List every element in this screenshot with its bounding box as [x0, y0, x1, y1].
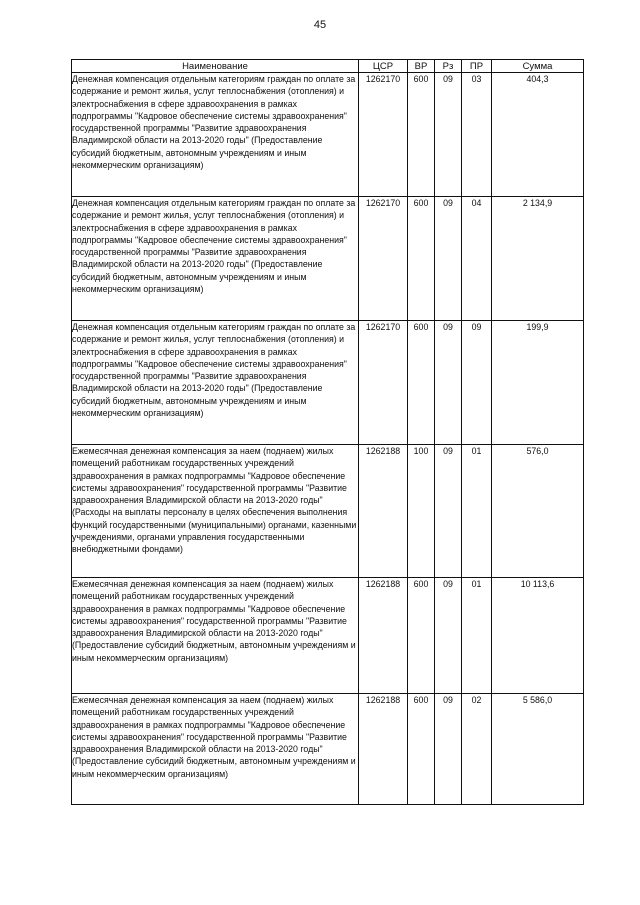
row-rz: 09 [435, 445, 462, 578]
row-name: Ежемесячная денежная компенсация за наем (поднаем) жилых помещений работникам государственных учреждений здравоохранения в рамках подпрограммы "Кадровое обеспечение системы здравоохранения" государственной программы "Развитие здравоохранения Владимирской области на 2013-2020 годы" (Предоставление субсидий бюджетным, автономным учреждениям и иным некоммерческим организациям) [72, 578, 359, 694]
row-sum: 576,0 [492, 445, 584, 578]
table-row [72, 321, 584, 445]
row-sum: 5 586,0 [492, 694, 584, 805]
table-row [72, 694, 584, 805]
row-sum: 199,9 [492, 321, 584, 445]
row-pr: 01 [462, 445, 492, 578]
row-vr: 600 [408, 197, 435, 321]
header-rz: Рз [435, 60, 462, 73]
row-pr: 04 [462, 197, 492, 321]
row-sum: 404,3 [492, 73, 584, 197]
row-vr: 600 [408, 578, 435, 694]
table-row [72, 578, 584, 694]
row-pr: 01 [462, 578, 492, 694]
row-csr: 1262188 [359, 578, 408, 694]
row-vr: 100 [408, 445, 435, 578]
row-vr: 600 [408, 694, 435, 805]
row-pr: 02 [462, 694, 492, 805]
row-rz: 09 [435, 578, 462, 694]
row-name: Денежная компенсация отдельным категориям граждан по оплате за содержание и ремонт жилья, услуг теплоснабжения (отопления) и электроснабжения в сфере здравоохранения в рамках подпрограммы "Кадровое обеспечение системы здравоохранения" государственной программы "Развитие здравоохранения Владимирской области на 2013-2020 годы" (Предоставление субсидий бюджетным, автономным учреждениям и иным некоммерческим организациям) [72, 321, 359, 445]
budget-table [71, 59, 584, 805]
row-sum: 10 113,6 [492, 578, 584, 694]
row-csr: 1262170 [359, 197, 408, 321]
row-csr: 1262188 [359, 445, 408, 578]
row-rz: 09 [435, 321, 462, 445]
row-name: Денежная компенсация отдельным категориям граждан по оплате за содержание и ремонт жилья, услуг теплоснабжения (отопления) и электроснабжения в сфере здравоохранения в рамках подпрограммы "Кадровое обеспечение системы здравоохранения" государственной программы "Развитие здравоохранения Владимирской области на 2013-2020 годы" (Предоставление субсидий бюджетным, автономным учреждениям и иным некоммерческим организациям) [72, 73, 359, 197]
row-csr: 1262188 [359, 694, 408, 805]
header-csr: ЦСР [359, 60, 408, 73]
header-vr: ВР [408, 60, 435, 73]
row-sum: 2 134,9 [492, 197, 584, 321]
header-sum: Сумма [492, 60, 584, 73]
table-row [72, 73, 584, 197]
row-pr: 09 [462, 321, 492, 445]
row-rz: 09 [435, 694, 462, 805]
row-rz: 09 [435, 197, 462, 321]
row-name: Денежная компенсация отдельным категориям граждан по оплате за содержание и ремонт жилья, услуг теплоснабжения (отопления) и электроснабжения в сфере здравоохранения в рамках подпрограммы "Кадровое обеспечение системы здравоохранения" государственной программы "Развитие здравоохранения Владимирской области на 2013-2020 годы" (Предоставление субсидий бюджетным, автономным учреждениям и иным некоммерческим организациям) [72, 197, 359, 321]
row-vr: 600 [408, 321, 435, 445]
table-row [72, 197, 584, 321]
table-header-row [72, 60, 584, 73]
row-name: Ежемесячная денежная компенсация за наем (поднаем) жилых помещений работникам государственных учреждений здравоохранения в рамках подпрограммы "Кадровое обеспечение системы здравоохранения" государственной программы "Развитие здравоохранения Владимирской области на 2013-2020 годы" (Предоставление субсидий бюджетным, автономным учреждениям и иным некоммерческим организациям) [72, 694, 359, 805]
row-csr: 1262170 [359, 73, 408, 197]
page-number: 45 [313, 19, 327, 31]
header-name: Наименование [72, 60, 359, 73]
row-name: Ежемесячная денежная компенсация за наем (поднаем) жилых помещений работникам государственных учреждений здравоохранения в рамках подпрограммы "Кадровое обеспечение системы здравоохранения" государственной программы "Развитие здравоохранения Владимирской области на 2013-2020 годы" (Расходы на выплаты персоналу в целях обеспечения выполнения функций государственными (муниципальными) органами, казенными учреждениями, органами управления государственными внебюджетными фондами) [72, 445, 359, 578]
row-pr: 03 [462, 73, 492, 197]
row-csr: 1262170 [359, 321, 408, 445]
header-pr: ПР [462, 60, 492, 73]
row-rz: 09 [435, 73, 462, 197]
row-vr: 600 [408, 73, 435, 197]
table-row [72, 445, 584, 578]
